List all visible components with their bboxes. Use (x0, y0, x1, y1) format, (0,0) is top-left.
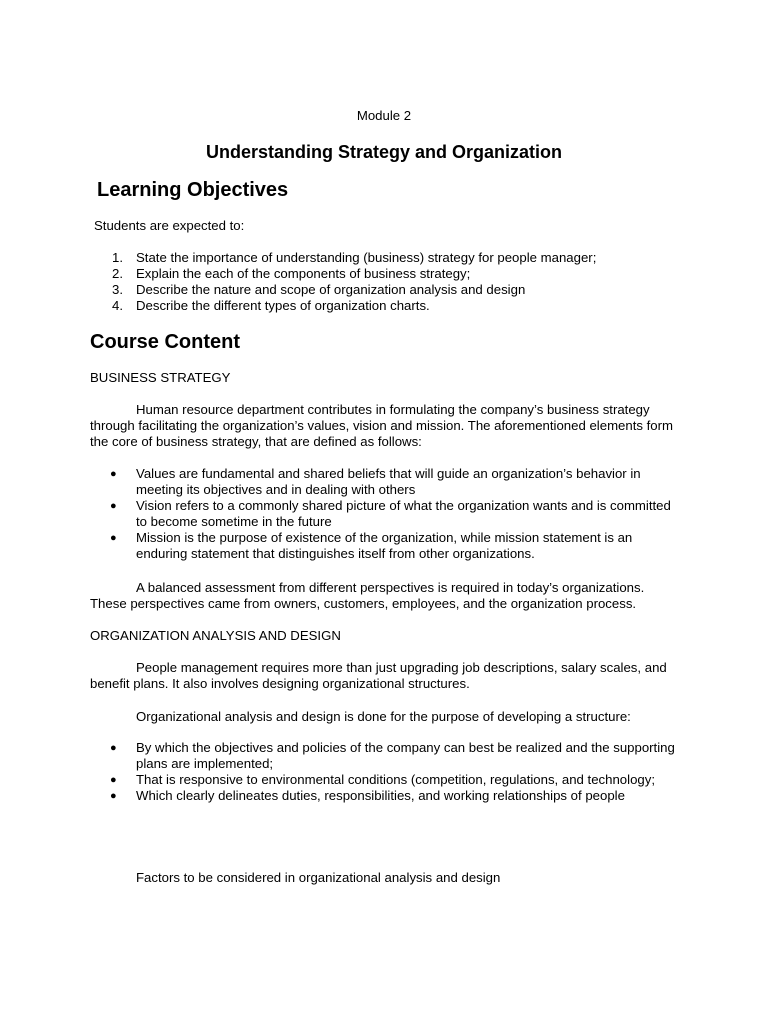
list-item (110, 530, 680, 562)
bullet-icon: ● (110, 742, 117, 754)
list-item (110, 772, 680, 788)
page-title: Understanding Strategy and Organization (205, 142, 563, 162)
learning-objectives-heading: Learning Objectives (97, 179, 289, 201)
list-item-text: Which clearly delineates duties, responsibilities, and working relationships of people (136, 788, 625, 803)
business-strategy-label: BUSINESS STRATEGY (90, 370, 231, 385)
list-item-text: By which the objectives and policies of the company can best be realized and the supporting plans are implemented; (136, 740, 675, 771)
structure-purposes-list (110, 740, 680, 804)
objective-number: 1. (112, 250, 123, 265)
objective-item (112, 266, 672, 282)
bullet-icon: ● (110, 790, 117, 802)
objective-text: Describe the different types of organization charts. (136, 298, 430, 313)
org-analysis-intro: Organizational analysis and design is done for the purpose of developing a structure: (136, 709, 631, 724)
org-analysis-label: ORGANIZATION ANALYSIS AND DESIGN (90, 628, 341, 643)
course-content-heading: Course Content (90, 331, 240, 353)
objectives-intro: Students are expected to: (94, 218, 245, 233)
bullet-icon: ● (110, 774, 117, 786)
list-item-text: Values are fundamental and shared beliefs that will guide an organization’s behavior in meeting its objectives and in dealing with others (136, 466, 641, 497)
objective-item (112, 282, 672, 298)
bullet-icon: ● (110, 532, 117, 544)
list-item (110, 788, 680, 804)
objectives-list (112, 250, 672, 314)
people-management-paragraph: People management requires more than just upgrading job descriptions, salary scales, and benefit plans. It also involves designing organizational structures. (90, 660, 667, 691)
list-item (110, 466, 680, 498)
balanced-assessment-paragraph: A balanced assessment from different perspectives is required in today’s organizations. These perspectives came from owners, customers, employees, and the organization process. (90, 580, 645, 611)
bullet-icon: ● (110, 500, 117, 512)
business-strategy-paragraph: Human resource department contributes in formulating the company’s business strategy through facilitating the organization’s values, vision and mission. The aforementioned elements form the core of business strategy, that are defined as follows: (90, 402, 674, 449)
list-item-text: Vision refers to a commonly shared picture of what the organization wants and is committed to become sometime in the future (136, 498, 671, 529)
list-item (110, 740, 680, 772)
factors-text: Factors to be considered in organizational analysis and design (136, 870, 501, 885)
strategy-elements-list (110, 466, 680, 562)
objective-item (112, 298, 672, 314)
objective-text: State the importance of understanding (business) strategy for people manager; (136, 250, 597, 265)
objective-text: Explain the each of the components of business strategy; (136, 266, 471, 281)
list-item (110, 498, 680, 530)
bullet-icon: ● (110, 468, 117, 480)
objective-number: 3. (112, 282, 123, 297)
module-label: Module 2 (356, 108, 412, 123)
objective-number: 4. (112, 298, 123, 313)
objective-item (112, 250, 672, 266)
objective-text: Describe the nature and scope of organization analysis and design (136, 282, 526, 297)
list-item-text: That is responsive to environmental conditions (competition, regulations, and technology; (136, 772, 656, 787)
objective-number: 2. (112, 266, 123, 281)
list-item-text: Mission is the purpose of existence of the organization, while mission statement is an enduring statement that distinguishes itself from other organizations. (136, 530, 633, 561)
